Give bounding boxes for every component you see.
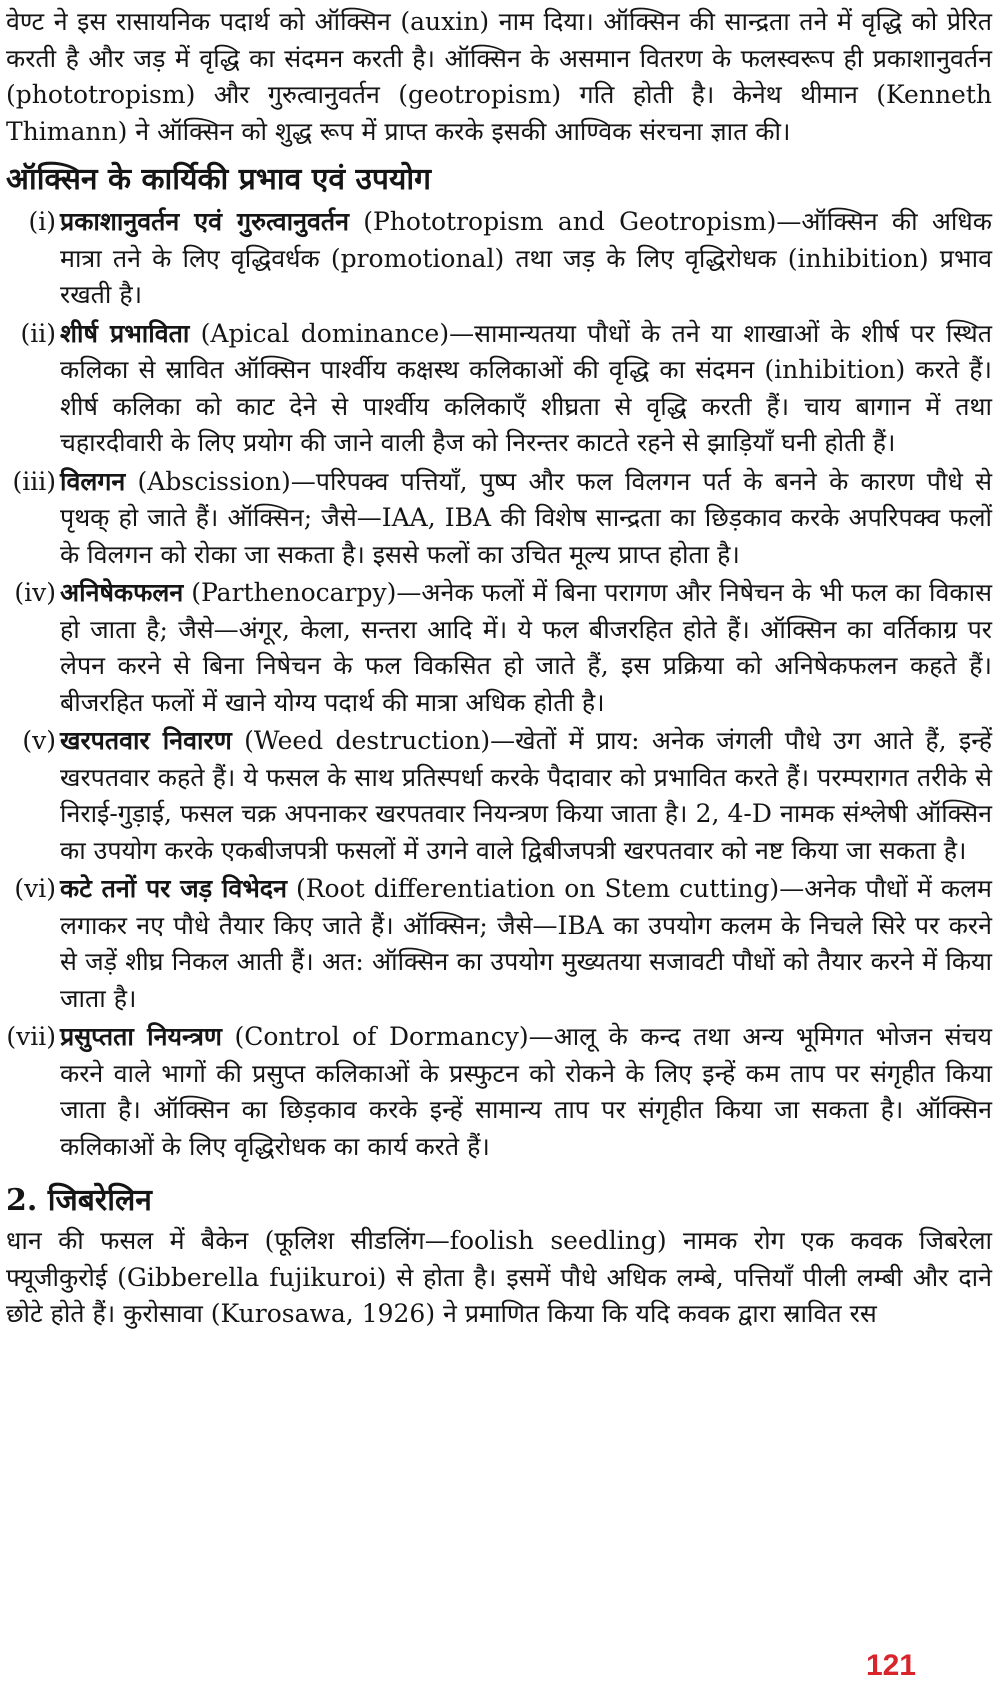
item-number: (iv) bbox=[14, 578, 56, 607]
item-body bbox=[60, 316, 992, 462]
item-term: खरपतवार निवारण bbox=[60, 726, 232, 755]
list-item bbox=[6, 871, 992, 1017]
item-number: (iii) bbox=[12, 466, 56, 496]
item-text: (Apical dominance)—सामान्यतया पौधों के तने या शाखाओं के शीर्ष पर स्थित कलिका से स्रावित ऑक्सिन पार्श्वीय कक्षस्थ कलिकाओं की वृद्धि का संदमन (inhibition) करते हैं। शीर्ष कलिका को काट देने से पार्श्वीय कलिकाएँ शीघ्रता से वृद्धि करती हैं। चाय बागान में तथा चहारदीवारी के लिए प्रयोग की जाने वाली हैज को निरन्तर काटते रहने से झाड़ियाँ घनी होती हैं। bbox=[60, 318, 992, 457]
list-item bbox=[6, 204, 992, 314]
item-body bbox=[60, 464, 992, 574]
list-item bbox=[6, 723, 992, 869]
list-item bbox=[6, 1019, 992, 1165]
item-term: कटे तनों पर जड़ विभेदन bbox=[60, 874, 287, 903]
list-item bbox=[6, 575, 992, 721]
section2-paragraph: धान की फसल में बैकेन (फूलिश सीडलिंग—foolish seedling) नामक रोग एक कवक जिबरेला फ्यूजीकुरोई (Gibberella fujikuroi) से होता है। इसमें पौधे अधिक लम्बे, पत्तियाँ पीली लम्बी और दाने छोटे होते हैं। कुरोसावा (Kurosawa, 1926) ने प्रमाणित किया कि यदि कवक द्वारा स्रावित रस bbox=[6, 1226, 992, 1328]
item-number: (ii) bbox=[20, 318, 56, 348]
item-number: (v) bbox=[22, 726, 56, 755]
item-body bbox=[60, 575, 992, 721]
list-item bbox=[6, 464, 992, 574]
section2-heading: 2. जिबरेलिन bbox=[6, 1183, 152, 1218]
item-text: (Phototropism and Geotropism)—ऑक्सिन की अधिक मात्रा तने के लिए वृद्धिवर्धक (promotional) तथा जड़ के लिए वृद्धिरोधक (inhibition) प्रभाव रखती है। bbox=[60, 207, 992, 309]
item-text: (Abscission)—परिपक्व पत्तियाँ, पुष्प और फल विलगन पर्त के बनने के कारण पौधे से पृथक् हो जाते हैं। ऑक्सिन; जैसे—IAA, IBA की विशेष सान्द्रता का छिड़काव करके अपरिपक्व फलों के विलगन को रोका जा सकता है। इससे फलों का उचित मूल्य प्राप्त होता है। bbox=[60, 466, 992, 569]
item-term: प्रकाशानुवर्तन एवं गुरुत्वानुवर्तन bbox=[60, 207, 349, 236]
item-term: प्रसुप्तता नियन्त्रण bbox=[60, 1022, 222, 1051]
item-text: (Control of Dormancy)—आलू के कन्द तथा अन्य भूमिगत भोजन संचय करने वाले भागों की प्रसुप्त कलिकाओं के प्रस्फुटन को रोकने के लिए इन्हें कम ताप पर संगृहीत किया जाता है। ऑक्सिन का छिड़काव करके इन्हें सामान्य ताप पर संगृहीत किया जा सकता है। ऑक्सिन कलिकाओं के लिए वृद्धिरोधक का कार्य करते हैं। bbox=[60, 1022, 992, 1161]
item-body bbox=[60, 1019, 992, 1165]
item-number: (vi) bbox=[14, 874, 56, 903]
item-text: (Parthenocarpy)—अनेक फलों में बिना परागण और निषेचन के भी फल का विकास हो जाता है; जैसे—अंगूर, केला, सन्तरा आदि में। ये फल बीजरहित होते हैं। ऑक्सिन का वर्तिकाग्र पर लेपन करने से बिना निषेचन के फल विकसित हो जाते हैं, इस प्रक्रिया को अनिषेकफलन कहते हैं। बीजरहित फलों में खाने योग्य पदार्थ की मात्रा अधिक होती है। bbox=[60, 578, 992, 717]
intro-paragraph: वेण्ट ने इस रासायनिक पदार्थ को ऑक्सिन (auxin) नाम दिया। ऑक्सिन की सान्द्रता तने में वृद्धि को प्रेरित करती है और जड़ में वृद्धि का संदमन करती है। ऑक्सिन के असमान वितरण के फलस्वरूप ही प्रकाशानुवर्तन (phototropism) और गुरुत्वानुवर्तन (geotropism) गति होती है। केनेथ थीमान (Kenneth Thimann) ने ऑक्सिन को शुद्ध रूप में प्राप्त करके इसकी आण्विक संरचना ज्ञात की। bbox=[6, 7, 992, 146]
item-text: (Weed destruction)—खेतों में प्राय: अनेक जंगली पौधे उग आते हैं, इन्हें खरपतवार कहते हैं। ये फसल के साथ प्रतिस्पर्धा करके पैदावार को प्रभावित करते हैं। परम्परागत तरीके से निराई-गुड़ाई, फसल चक्र अपनाकर खरपतवार नियन्त्रण किया जाता है। 2, 4-D नामक संश्लेषी ऑक्सिन का उपयोग करके एकबीजपत्री फसलों में उगने वाले द्विबीजपत्री खरपतवार को नष्ट किया जा सकता है। bbox=[60, 726, 992, 865]
item-term: विलगन bbox=[60, 466, 126, 496]
item-term: अनिषेकफलन bbox=[60, 578, 184, 607]
item-body bbox=[60, 871, 992, 1017]
item-body bbox=[60, 204, 992, 314]
item-number: (i) bbox=[28, 207, 56, 236]
item-number: (vii) bbox=[6, 1022, 56, 1051]
page-number: 121 bbox=[865, 1649, 916, 1682]
list-item bbox=[6, 316, 992, 462]
section-heading: ऑक्सिन के कार्यिकी प्रभाव एवं उपयोग bbox=[6, 162, 432, 197]
item-body bbox=[60, 723, 992, 869]
item-term: शीर्ष प्रभाविता bbox=[60, 318, 190, 348]
item-text: (Root differentiation on Stem cutting)—अनेक पौधों में कलम लगाकर नए पौधे तैयार किए जाते हैं। ऑक्सिन; जैसे—IBA का उपयोग कलम के निचले सिरे पर करने से जड़ें शीघ्र निकल आती हैं। अत: ऑक्सिन का उपयोग मुख्यतया सजावटी पौधों को तैयार करने में किया जाता है। bbox=[60, 874, 992, 1013]
